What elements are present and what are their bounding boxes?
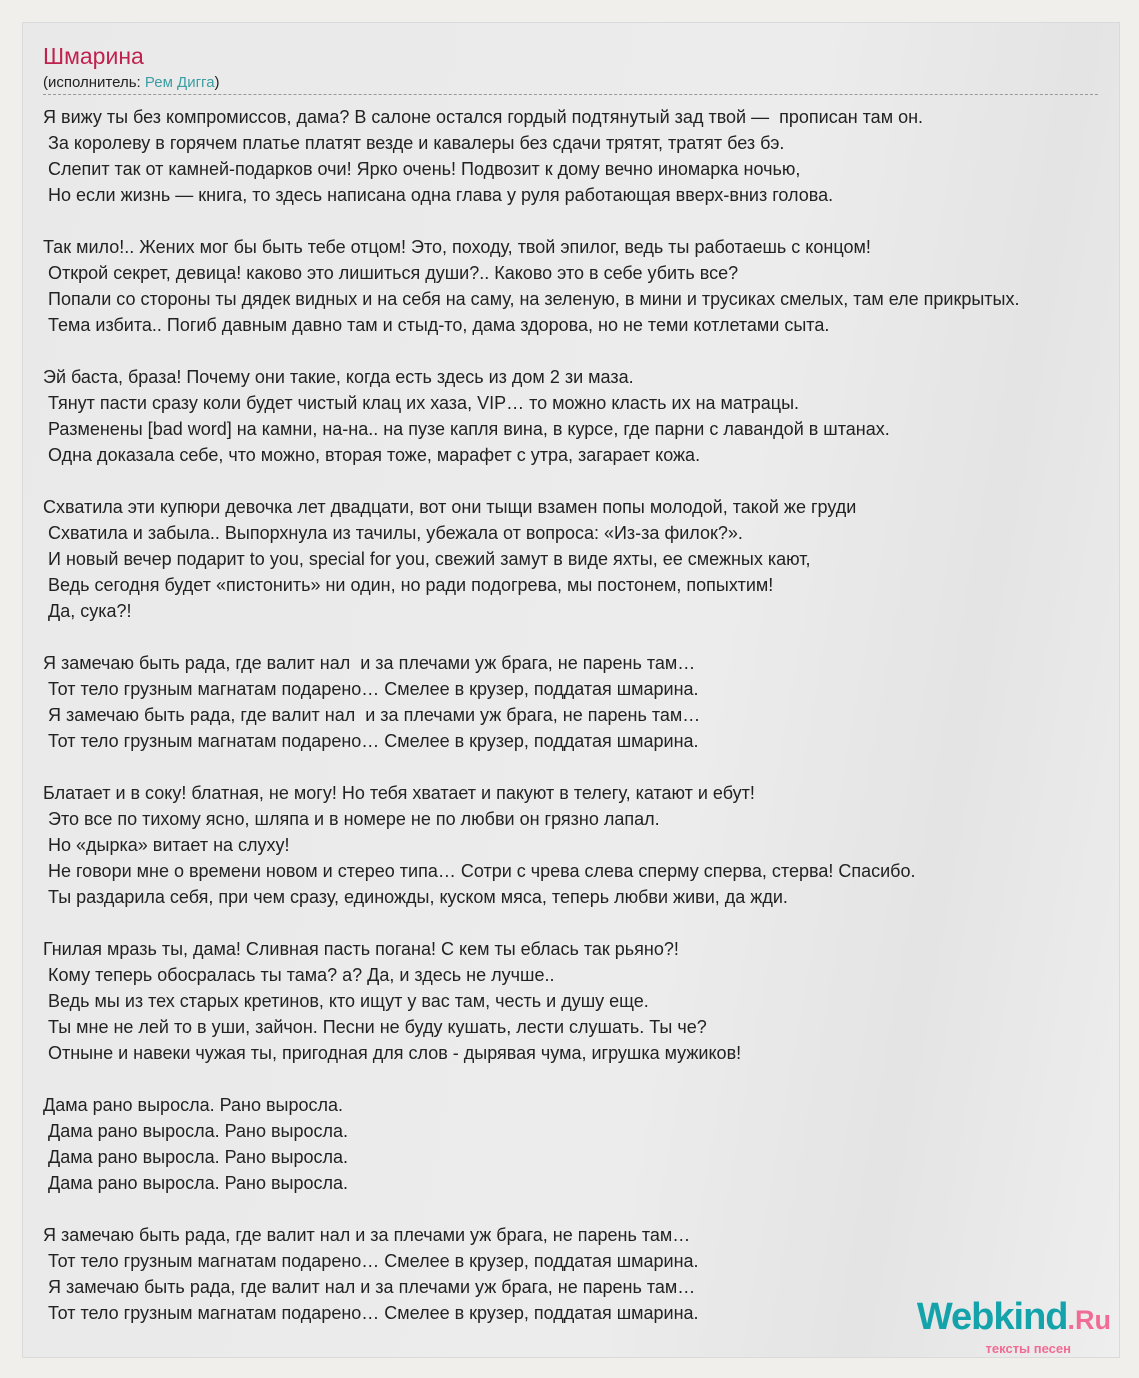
lyric-line: Гнилая мразь ты, дама! Сливная пасть погана! С кем ты еблась так рьяно?! [43,939,679,959]
lyric-line: Кому теперь обосралась ты тама? а? Да, и здесь не лучше.. [43,965,555,985]
stanza [43,1092,1019,1196]
lyric-line: Тот тело грузным магнатам подарено… Смелее в крузер, поддатая шмарина. [43,731,699,751]
lyric-line: Разменены [bad word] на камни, на-на.. на пузе капля вина, в курсе, где парни с лавандой в штанах. [43,419,890,439]
lyric-line: Это все по тихому ясно, шляпа и в номере не по любви он грязно лапал. [43,809,660,829]
stanza [43,650,1019,754]
song-title: Шмарина [43,43,144,69]
lyric-line: Отныне и навеки чужая ты, пригодная для слов - дырявая чума, игрушка мужиков! [43,1043,742,1063]
artist-link[interactable]: Рем Дигга [144,74,215,91]
stanza [43,494,1019,624]
lyric-line: Схватила и забыла.. Выпорхнула из тачилы, убежала от вопроса: «Из-за филок?». [43,523,743,543]
stanza [43,104,1019,208]
lyric-line: Открой секрет, девица! каково это лишиться души?.. Каково это в себе убить все? [43,263,739,283]
lyric-line: Тот тело грузным магнатам подарено… Смелее в крузер, поддатая шмарина. [43,679,699,699]
lyric-line: Попали со стороны ты дядек видных и на себя на саму, на зеленую, в мини и трусиках смелых, там еле прикрытых. [43,289,1020,309]
lyrics-text [43,104,1019,1326]
artist-prefix: (исполнитель: [43,74,145,91]
lyric-line: Блатает и в соку! блатная, не могу! Но тебя хватает и пакуют в телегу, катают и ебут! [43,783,755,803]
lyric-line: Так мило!.. Жених мог бы быть тебе отцом! Это, походу, твой эпилог, ведь ты работаешь с концом! [43,237,871,257]
lyric-line: Тянут пасти сразу коли будет чистый клац их хаза, VIP… то можно класть их на матрацы. [43,393,800,413]
lyric-line: Тот тело грузным магнатам подарено… Смелее в крузер, поддатая шмарина. [43,1303,699,1323]
stanza [43,234,1019,338]
lyric-line: За королеву в горячем платье платят везде и кавалеры без сдачи трятят, тратят без бэ. [43,133,785,153]
lyric-line: Тема избита.. Погиб давным давно там и стыд-то, дама здорова, но не теми котлетами сыта. [43,315,830,335]
divider [43,94,1098,95]
lyric-line: Я замечаю быть рада, где валит нал и за плечами уж брага, не парень там… [43,1225,691,1245]
lyric-line: Дама рано выросла. Рано выросла. [43,1147,349,1167]
lyric-line: Я замечаю быть рада, где валит нал и за плечами уж брага, не парень там… [43,653,696,673]
lyric-line: Одна доказала себе, что можно, вторая тоже, марафет с утра, загарает кожа. [43,445,701,465]
lyric-line: Но если жизнь — книга, то здесь написана одна глава у руля работающая вверх-вниз голова. [43,185,834,205]
stanza [43,780,1019,910]
lyric-line: Эй баста, браза! Почему они такие, когда есть здесь из дом 2 зи маза. [43,367,634,387]
lyric-line: Дама рано выросла. Рано выросла. [43,1121,349,1141]
lyric-line: Ты мне не лей то в уши, зайчон. Песни не буду кушать, лести слушать. Ты че? [43,1017,707,1037]
lyric-line: Схватила эти купюри девочка лет двадцати, вот они тыщи взамен попы молодой, такой же груди [43,497,857,517]
lyric-line: Я вижу ты без компромиссов, дама? В салоне остался гордый подтянутый зад твой — прописан там он. [43,107,924,127]
stanza [43,936,1019,1066]
lyric-line: Слепит так от камней-подарков очи! Ярко очень! Подвозит к дому вечно иномарка ночью, [43,159,801,179]
lyric-line: Дама рано выросла. Рано выросла. [43,1173,349,1193]
lyric-line: И новый вечер подарит to you, special for you, свежий замут в виде яхты, ее смежных кают, [43,549,811,569]
lyric-line: Я замечаю быть рада, где валит нал и за плечами уж брага, не парень там… [43,1277,696,1297]
logo-tld: .Ru [1067,1305,1111,1335]
lyric-line: Ведь сегодня будет «пистонить» ни один, но ради подогрева, мы постонем, попыхтим! [43,575,774,595]
logo-name: Webkind [916,1296,1068,1338]
lyric-line: Ты раздарила себя, при чем сразу, единожды, куском мяса, теперь любви живи, да жди. [43,887,788,907]
lyric-line: Тот тело грузным магнатам подарено… Смелее в крузер, поддатая шмарина. [43,1251,699,1271]
site-logo[interactable] [916,1296,1111,1356]
lyric-line: Но «дырка» витает на слуху! [43,835,290,855]
lyric-line: Ведь мы из тех старых кретинов, кто ищут у вас там, честь и душу еще. [43,991,649,1011]
artist-line [43,74,220,91]
artist-suffix: ) [214,74,220,91]
stanza [43,1222,1019,1326]
lyrics-panel [22,22,1120,1358]
lyric-line: Не говори мне о времени новом и стерео типа… Сотри с чрева слева сперму сперва, стерва! Спасибо. [43,861,916,881]
lyric-line: Я замечаю быть рада, где валит нал и за плечами уж брага, не парень там… [43,705,701,725]
logo-tagline: тексты песен [985,1341,1071,1356]
lyric-line: Дама рано выросла. Рано выросла. [43,1095,344,1115]
stanza [43,364,1019,468]
lyric-line: Да, сука?! [43,601,132,621]
